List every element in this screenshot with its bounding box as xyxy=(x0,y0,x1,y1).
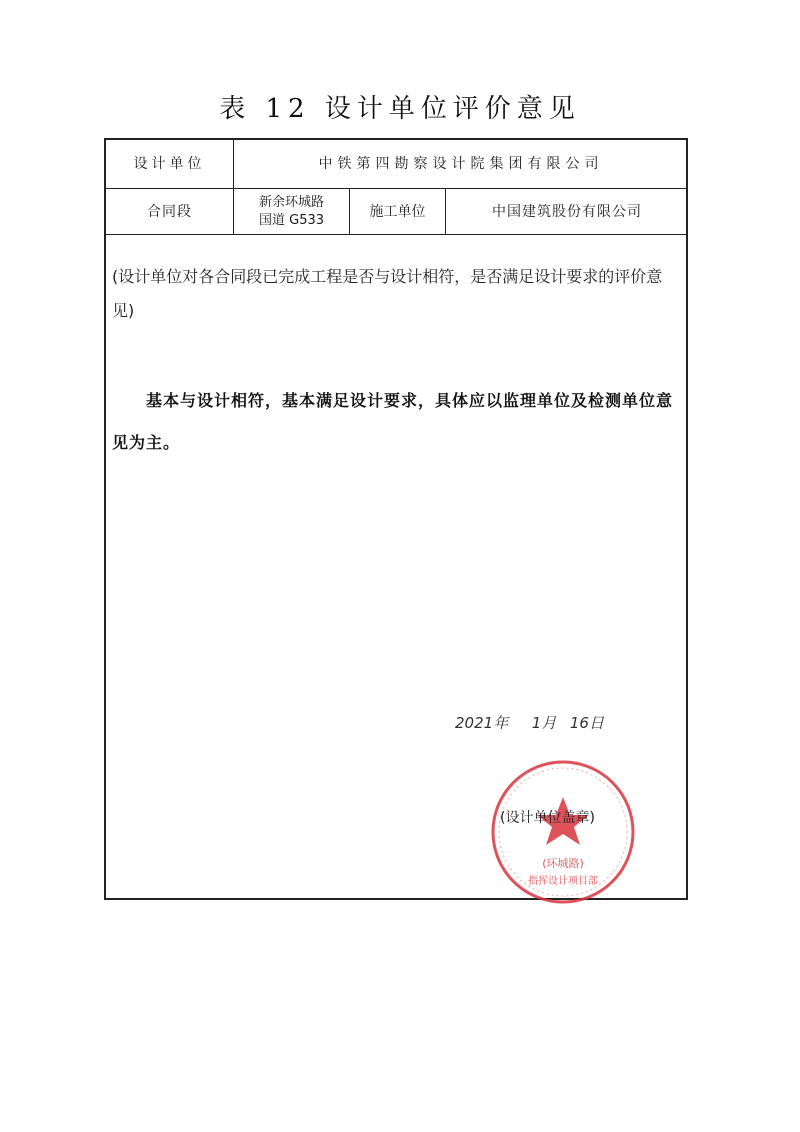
evaluation-opinion: 基本与设计相符，基本满足设计要求，具体应以监理单位及检测单位意见为主。 xyxy=(112,391,674,452)
seal-bottom-text: 指挥设计项目部 xyxy=(528,876,598,887)
seal-center-text: (环城路) xyxy=(542,857,584,870)
contract-section-line1: 新余环城路 xyxy=(258,194,324,210)
contract-section-value xyxy=(234,189,350,234)
design-unit-value: 中铁第四勘察设计院集团有限公司 xyxy=(318,156,604,172)
design-unit-label: 设计单位 xyxy=(106,140,234,188)
table-row-design-unit xyxy=(106,140,686,189)
date-year: 2021 xyxy=(455,714,494,732)
instruction-text: (设计单位对各合同段已完成工程是否与设计相符，是否满足设计要求的评价意见) xyxy=(112,267,663,320)
construction-unit-label: 施工单位 xyxy=(350,189,446,234)
date-day: 16 xyxy=(569,714,589,732)
date-day-unit: 日 xyxy=(588,714,604,732)
date-month-unit: 月 xyxy=(541,714,557,732)
official-seal-stamp xyxy=(488,757,638,907)
contract-section-label: 合同段 xyxy=(106,189,234,234)
contract-section-line2: 国道 G533 xyxy=(258,212,325,228)
table-row-contract xyxy=(106,189,686,235)
signature-date xyxy=(455,712,604,733)
date-month: 1 xyxy=(531,714,542,732)
date-year-unit: 年 xyxy=(493,714,509,732)
page-title: 表 12 设计单位评价意见 xyxy=(219,94,581,124)
signature-label: (设计单位盖章) xyxy=(500,810,595,826)
construction-unit-value: 中国建筑股份有限公司 xyxy=(492,203,642,220)
